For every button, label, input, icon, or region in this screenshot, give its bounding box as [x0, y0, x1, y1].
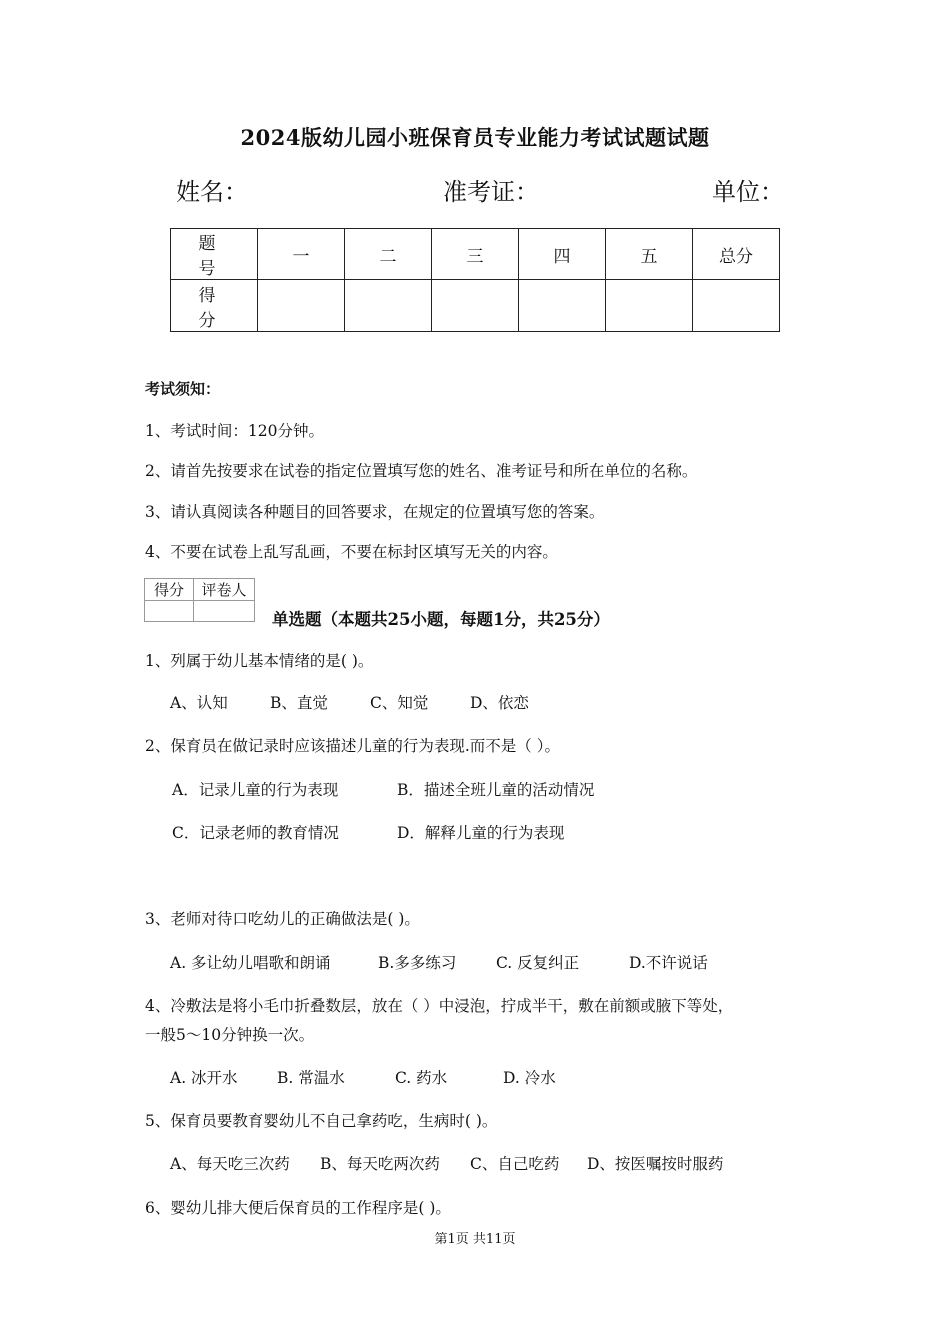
- section-2-header: 二: [345, 229, 432, 280]
- option[interactable]: A. 多让幼儿唱歌和朗诵: [170, 954, 331, 972]
- grader-box: [144, 578, 255, 622]
- grader-name-label: 评卷人: [194, 579, 255, 601]
- option[interactable]: A、每天吃三次药: [170, 1155, 290, 1173]
- option[interactable]: B、每天吃两次药: [320, 1155, 440, 1173]
- option[interactable]: C、自己吃药: [470, 1155, 560, 1173]
- ticket-number-label: 准考证：: [443, 178, 539, 206]
- option[interactable]: B．描述全班儿童的活动情况: [397, 781, 595, 799]
- option[interactable]: C．记录老师的教育情况: [172, 824, 339, 842]
- page-footer: 第1页 共11页: [434, 1232, 516, 1247]
- score-cell-total[interactable]: [693, 280, 780, 332]
- score-cell-1[interactable]: [258, 280, 345, 332]
- grader-score-cell[interactable]: [145, 601, 194, 622]
- question-stem: 1、列属于幼儿基本情绪的是( )。: [145, 652, 374, 670]
- unit-label: 单位：: [712, 178, 784, 206]
- section-4-header: 四: [519, 229, 606, 280]
- option[interactable]: D、依恋: [470, 694, 529, 712]
- section-1-header: 一: [258, 229, 345, 280]
- score-table: [170, 228, 780, 332]
- question-stem: 5、保育员要教育婴幼儿不自己拿药吃，生病时( )。: [145, 1112, 498, 1130]
- page-title: 2024版幼儿园小班保育员专业能力考试试题试题: [240, 125, 710, 150]
- option[interactable]: A. 冰开水: [170, 1069, 238, 1087]
- question-stem: 4、冷敷法是将小毛巾折叠数层，放在（ ）中浸泡，拧成半干，敷在前额或腋下等处，: [145, 997, 734, 1015]
- grader-name-cell[interactable]: [194, 601, 255, 622]
- score-cell-3[interactable]: [432, 280, 519, 332]
- question-stem: 2、保育员在做记录时应该描述儿童的行为表现.而不是（ ）。: [145, 737, 560, 755]
- question-stem: 6、婴幼儿排大便后保育员的工作程序是( )。: [145, 1199, 451, 1217]
- option[interactable]: B、直觉: [270, 694, 328, 712]
- option[interactable]: C、知觉: [370, 694, 429, 712]
- notice-heading: 考试须知：: [145, 380, 221, 398]
- score-cell-2[interactable]: [345, 280, 432, 332]
- option[interactable]: A．记录儿童的行为表现: [172, 781, 339, 799]
- option[interactable]: D．解释儿童的行为表现: [397, 824, 565, 842]
- option[interactable]: D. 冷水: [503, 1069, 556, 1087]
- option[interactable]: D.不许说话: [629, 954, 708, 972]
- option[interactable]: C. 反复纠正: [496, 954, 580, 972]
- notice-item: 2、请首先按要求在试卷的指定位置填写您的姓名、准考证号和所在单位的名称。: [145, 462, 698, 480]
- notice-item: 3、请认真阅读各种题目的回答要求，在规定的位置填写您的答案。: [145, 503, 605, 521]
- option[interactable]: C. 药水: [395, 1069, 448, 1087]
- section-5-header: 五: [606, 229, 693, 280]
- section-3-header: 三: [432, 229, 519, 280]
- grader-score-label: 得分: [145, 579, 194, 601]
- score-table-score-row: [171, 280, 780, 332]
- score-cell-4[interactable]: [519, 280, 606, 332]
- score-table-header-row: [171, 229, 780, 280]
- section-title: 单选题（本题共25小题，每题1分，共25分）: [272, 610, 610, 629]
- option[interactable]: A、认知: [170, 694, 228, 712]
- notice-item: 1、考试时间：120分钟。: [145, 422, 324, 440]
- question-number-header: 题 号: [171, 229, 258, 280]
- notice-item: 4、不要在试卷上乱写乱画，不要在标封区填写无关的内容。: [145, 543, 558, 561]
- score-row-label: 得 分: [171, 280, 258, 332]
- option[interactable]: B. 常温水: [277, 1069, 345, 1087]
- question-stem: 3、老师对待口吃幼儿的正确做法是( )。: [145, 910, 420, 928]
- name-label: 姓名：: [176, 178, 248, 206]
- option[interactable]: D、按医嘱按时服药: [587, 1155, 724, 1173]
- score-cell-5[interactable]: [606, 280, 693, 332]
- option[interactable]: B.多多练习: [378, 954, 457, 972]
- question-stem-continued: 一般5～10分钟换一次。: [145, 1026, 315, 1044]
- total-header: 总分: [693, 229, 780, 280]
